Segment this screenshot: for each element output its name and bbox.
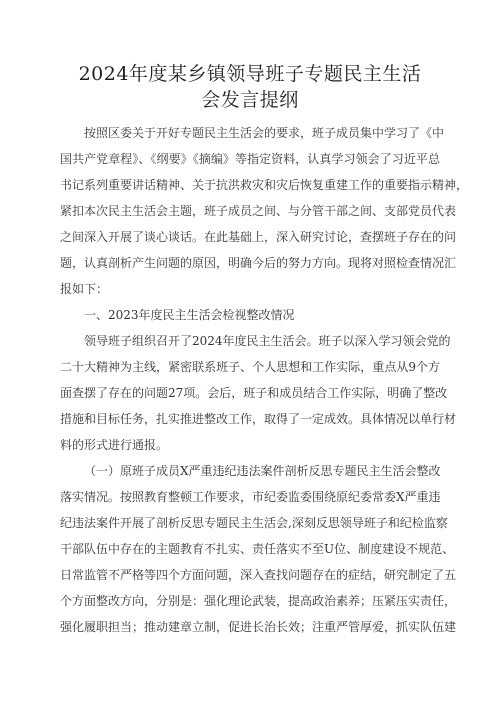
text-line: （一）原班子成员X严重违纪违法案件剖析反思专题民主生活会整改	[84, 464, 441, 478]
text-line: 面查摆了存在的问题27项。会后，班子和成员结合工作实际，明确了整改	[60, 386, 448, 400]
text-line: 国共产党章程》、《纲要》《摘编》等指定资料，认真学习领会了习近平总	[60, 152, 440, 166]
text-line: 按照区委关于开好专题民主生活会的要求，班子成员集中学习了《中	[84, 126, 445, 140]
text-line: 个方面整改方向，分别是：强化理论武装，提高政治素养；压紧压实责任，	[60, 594, 457, 608]
section-heading: 一、2023年度民主生活会检视整改情况	[84, 308, 295, 322]
document-title-line-1: 2024年度某乡镇领导班子专题民主生活	[78, 63, 422, 85]
text-line: 二十大精神为主线，紧密联系班子、个人思想和工作实际，重点从9个方	[60, 360, 440, 374]
document-title-line-2: 会发言提纲	[201, 89, 299, 111]
text-line: 落实情况。按照教育整顿工作要求，市纪委监委围绕原纪委常委X严重违	[60, 490, 441, 504]
text-line: 报如下：	[60, 282, 109, 296]
text-line: 日常监管不严格等四个方面问题，深入查找问题存在的症结，研究制定了五	[60, 568, 457, 582]
text-line: 干部队伍中存在的主题教育不扎实、责任落实不至U位、制度建设不规范、	[60, 542, 455, 556]
text-line: 领导班子组织召开了2024年度民主生活会。班子以深入学习领会党的	[84, 334, 451, 348]
text-line: 强化履职担当；推动建章立制，促进长治长效；注重严管厚爱，抓实队伍建	[60, 620, 457, 634]
text-line: 纪违法案件开展了剖析反思专题民主生活会,深刻反思领导班子和纪检监察	[60, 516, 448, 530]
text-line: 书记系列重要讲话精神、关于抗洪救灾和灾后恢复重建工作的重要指示精神，	[60, 178, 469, 192]
text-line: 料的形式进行通报。	[60, 438, 169, 452]
text-line: 紧扣本次民主生活会主题，班子成员之间、与分管干部之间、支部党员代表	[60, 204, 457, 218]
text-line: 题，认真剖析产生问题的原因，明确今后的努力方向。现将对照检查情况汇	[60, 256, 457, 270]
text-line: 之间深入开展了谈心谈话。在此基础上，深入研究讨论，查摆班子存在的问	[60, 230, 457, 244]
text-line: 措施和目标任务，扎实推进整改工作，取得了一定成效。具体情况以单行材	[60, 412, 457, 426]
